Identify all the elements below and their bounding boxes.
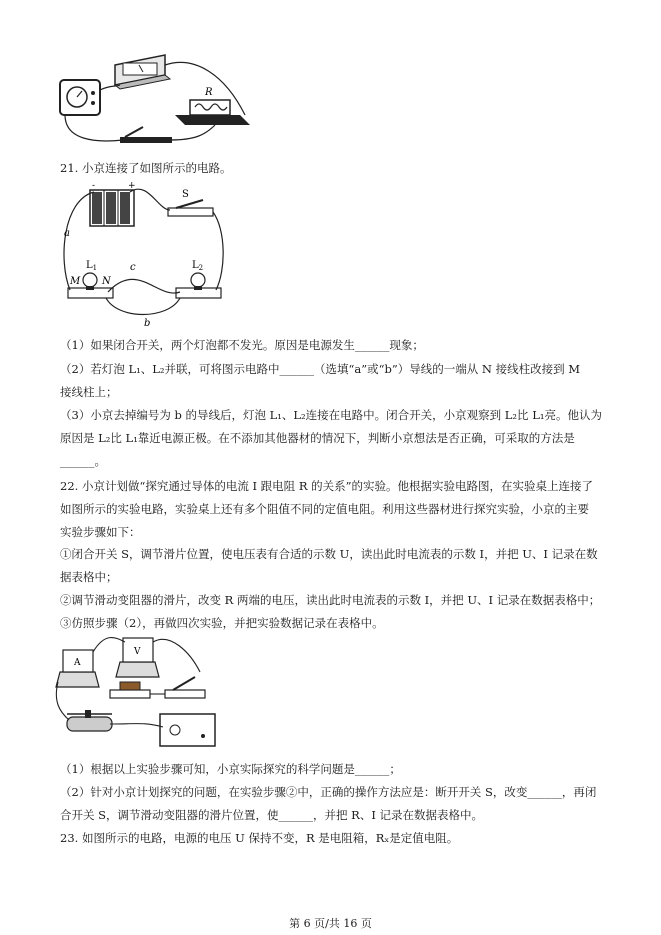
q22-apparatus-figure (55, 632, 225, 752)
q21-part1: （1）如果闭合开关，两个灯泡都不发光。原因是电源发生______现象； (60, 338, 424, 352)
q21-part2-line1: （2）若灯泡 L₁、L₂并联，可将图示电路中______（选填“a”或“b”）导线的一端从 N 接线柱改接到 M (60, 362, 581, 376)
q21-circuit-figure (58, 180, 228, 330)
q21-part2-line2: 接线柱上； (60, 385, 118, 399)
battery-plus: + (128, 181, 136, 191)
ammeter-label: A (74, 658, 81, 668)
q22-part2-line2: 合开关 S，调节滑动变阻器的滑片位置，使______，并把 R、I 记录在数据表格中。 (60, 808, 484, 822)
battery-minus: - (92, 181, 96, 191)
q22-part1: （1）根据以上实验步骤可知，小京实际探究的科学问题是______； (60, 762, 401, 776)
wire-a-label: a (64, 228, 70, 239)
terminal-N: N (102, 276, 111, 287)
q22-stem-line2: 如图所示的实验电路，实验桌上还有多个阻值不同的定值电阻。利用这些器材进行探究实验，小京的主要 (60, 502, 589, 516)
wire-b-label: b (144, 318, 151, 329)
lamp2-label: $L_2$ (192, 260, 204, 272)
q21-part3-line3: ______。 (60, 454, 106, 468)
q22-step2: ②调节滑动变阻器的滑片，改变 R 两端的电压，读出此时电流表的示数 I，并把 U、I 记录在数据表格中； (60, 593, 601, 607)
apparatus-figure-top (55, 45, 255, 150)
q21-part3-line2: 原因是 L₂比 L₁靠近电源正极。在不添加其他器材的情况下，判断小京想法是否正确，可采取的方法是 (60, 431, 575, 445)
lamp1-label: $L_1$ (86, 260, 98, 272)
q21-stem: 21. 小京连接了如图所示的电路。 (60, 161, 232, 175)
switch-label: S (182, 189, 189, 200)
q22-stem-line1: 22. 小京计划做“探究通过导体的电流 I 跟电阻 R 的关系”的实验。他根据实验电路图，在实验桌上连接了 (60, 479, 594, 493)
page-footer: 第 6 页/共 16 页 (289, 917, 372, 930)
q22-stem-line3: 实验步骤如下： (60, 525, 141, 539)
wire-c-label: c (130, 262, 136, 273)
q21-part3-line1: （3）小京去掉编号为 b 的导线后，灯泡 L₁、L₂连接在电路中。闭合开关，小京观察到 L₂比 L₁亮。他认为 (60, 408, 602, 422)
resistor-label: R (205, 87, 213, 98)
q23-stem: 23. 如图所示的电路，电源的电压 U 保持不变，R 是电阻箱，Rₓ是定值电阻。 (60, 831, 459, 845)
q22-step3: ③仿照步骤（2），再做四次实验，并把实验数据记录在表格中。 (60, 616, 384, 630)
q22-step1-line1: ①闭合开关 S，调节滑片位置，使电压表有合适的示数 U，读出此时电流表的示数 I，并把 U、I 记录在数 (60, 547, 598, 561)
voltmeter-label: V (134, 647, 141, 657)
terminal-M: M (70, 276, 81, 287)
q22-part2-line1: （2）针对小京计划探究的问题，在实验步骤②中，正确的操作方法应是：断开开关 S，改变______，再闭 (60, 785, 597, 799)
q22-step1-line2: 据表格中； (60, 570, 118, 584)
